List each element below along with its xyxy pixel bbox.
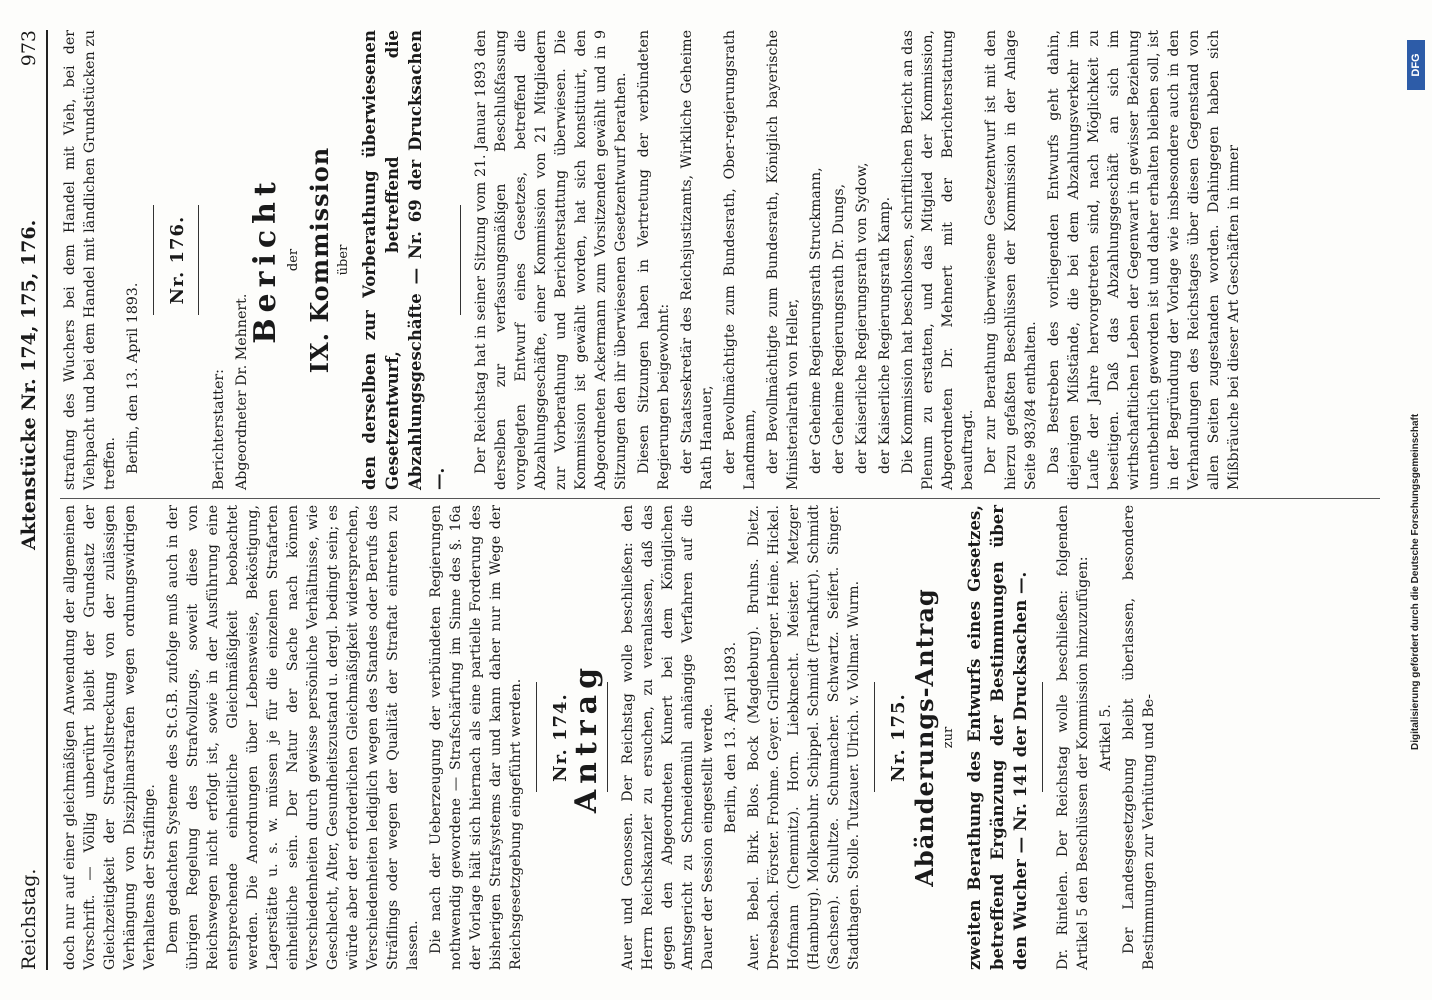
attendee: der Bevollmächtigte zum Bundesrath, Königlich bayerische Ministerialrath von Heller, (765, 30, 801, 490)
column-divider (60, 498, 1380, 499)
antrag-text: Auer und Genossen. Der Reichstag wolle beschließen: den Herrn Reichskanzler zu ersuchen, zu veranlassen, daß das gegen den Abgeordneten Kunert bei dem Königlichen Amtsgericht zu Schneidemühl anhängige Verfahren auf die Dauer der Session eingestellt werde. (620, 505, 716, 970)
running-header (18, 30, 44, 970)
paragraph: Diesen Sitzungen haben in Vertretung der verbündeten Regierungen beigewohnt: (636, 30, 672, 490)
left-column (60, 505, 1380, 970)
article-text: Der Landesgesetzgebung bleibt überlassen, besondere Bestimmungen zur Verhütung und Be- (1121, 505, 1157, 970)
article-heading: Artikel 5. (1098, 704, 1114, 771)
aenderung-mover: Dr. Rintelen. Der Reichstag wolle beschließen: folgenden Artikel 5 den Beschlüssen der Kommission hinzuzufügen: (1055, 505, 1091, 970)
paragraph: Das Bestreben des vorliegenden Entwurfs geht dahin, diejenigen Mißstände, die bei dem Abzahlungsverkehr im Laufe der Jahre hervorgetreten sind, nach Möglichkeit zu beseitigen. Daß das Abzahlungsgeschäft an sich im wirthschaftlichen Leben der Gegenwart in gewisser Beziehung unentbehrlich geworden ist und daher erhalten bleiben soll, ist in der Begründung der Vorlage wie insbesondere auch in den Verhandlungen des Reichstages über diesen Gegenstand von allen Seiten zugestanden worden. Dahingegen haben sich Mißbräuche bei dieser Art Geschäften in immer (1046, 30, 1242, 490)
bericht-ueber: über (336, 244, 351, 276)
reporter-name: Abgeordneter Dr. Mehnert. (234, 293, 250, 490)
section-rule (607, 683, 608, 793)
right-column (60, 30, 1380, 490)
paragraph: strafung des Wuchers bei dem Handel mit Vieh, bei der Viehpacht und bei dem Handel mit ländlichen Grundstücken zu treffen. (62, 30, 118, 490)
attendee: der Kaiserliche Regierungsrath Kamp. (877, 196, 893, 474)
paragraph: Der Reichstag hat in seiner Sitzung vom 21. Januar 1893 den derselben zur verfassungsmäßigen Beschlußfassung vorgelegten Entwurf eines Gesetzes, betreffend die Abzahlungsgeschäfte, einer Kommission von 21 Mitgliedern zur Vorberathung und Berichterstattung überwiesen. Die Kommission ist gewählt worden, hat sich konstituirt, den Abgeordneten Ackermann zum Vorsitzenden gewählt und in 9 Sitzungen den ihr überwiesenen Gesetzentwurf berathen. (473, 30, 629, 490)
page-number: 973 (18, 30, 40, 67)
document-number-176: Nr. 176. (167, 215, 188, 305)
antrag-heading: Antrag (569, 661, 604, 814)
attendee: der Staatssekretär des Reichsjustizamts, Wirkliche Geheime Rath Hanauer, (679, 30, 715, 490)
document-number-174: Nr. 174. (550, 693, 571, 782)
bericht-heading: Bericht (248, 176, 283, 344)
section-rule (460, 205, 461, 315)
bericht-der: der (286, 248, 301, 272)
attendee: der Bevollmächtigte zum Bundesrath, Ober-regierungsrath Landmann, (722, 30, 758, 490)
aenderung-zur: zur (941, 726, 956, 749)
header-center: Aktenstücke Nr. 174, 175, 176. (18, 219, 40, 550)
document-number-175: Nr. 175. (888, 693, 909, 782)
section-rule (874, 683, 875, 793)
paragraph: Die Kommission hat beschlossen, schriftlichen Bericht an das Plenum zu erstatten, und das Mitglied der Kommission, Abgeordneten Dr. Mehnert mit der Berichterstattung beauftragt. (900, 30, 976, 490)
paragraph: Die nach der Ueberzeugung der verbündeten Regierungen nothwendig gewordene — Strafschärfung im Sinne des §. 16a der Vorlage hält sich hiernach als eine partielle Forderung des bisherigen Strafsystems dar und kann daher nur im Wege der Reichsgesetzgebung eingeführt werden. (428, 505, 524, 970)
signatories: Auer. Bebel. Birk. Blos. Bock (Magdeburg). Bruhns. Dietz. Dreesbach. Förster. Frohme. Geyer. Grillenberger. Heine. Hickel. Hofmann (Chemnitz). Horn. Liebknecht. Meister. Metzger (Hamburg). Molkenbuhr. Schippel. Schmidt (Frankfurt). Schmidt (Sachsen). Schultze. Schumacher. Schwartz. Seifert. Singer. Stadthagen. Stolle. Tutzauer. Ulrich. v. Vollmar. Wurm. (746, 505, 862, 970)
aenderung-subject: zweiten Berathung des Entwurfs eines Gesetzes, betreffend Ergänzung der Bestimmungen über den Wucher — Nr. 141 der Drucksachen —. (965, 505, 1030, 970)
dfg-logo: DFG (1407, 40, 1425, 90)
section-rule (536, 683, 537, 793)
section-rule (153, 205, 154, 315)
attendee: der Geheime Regierungsrath Struckmann, (808, 167, 824, 474)
aenderungs-antrag-heading: Abänderungs-Antrag (910, 588, 939, 887)
attendee: der Kaiserliche Regierungsrath von Sydow, (854, 162, 870, 474)
antrag-date: Berlin, den 13. April 1893. (723, 641, 739, 834)
paragraph: doch nur auf einer gleichmäßigen Anwendung der allgemeinen Vorschrift. — Völlig unberührt bleibt der Grundsatz der Gleichzeitigkeit der Strafvollstreckung von der zulässigen Verhängung von Disziplinarstrafen wegen ordnungswidrigen Verhaltens der Sträflinge. (62, 505, 158, 970)
section-rule (1042, 683, 1043, 793)
header-left: Reichstag. (18, 868, 40, 970)
attendee: der Geheime Regierungsrath Dr. Dungs, (831, 183, 847, 474)
kommission-heading: IX. Kommission (305, 146, 334, 374)
section-rule (198, 205, 199, 315)
reporter-label: Berichterstatter: (211, 369, 227, 490)
paragraph: Der zur Berathung überwiesene Gesetzentwurf ist mit den hierzu gefaßten Beschlüssen der Kommission in der Anlage Seite 983/84 enthalten. (983, 30, 1039, 490)
paragraph: Dem gedachten Systeme des St.G.B. zufolge muß auch in der übrigen Regelung des Strafvollzugs, soweit diese von Reichswegen nicht erfolgt ist, sowie in der Ausführung eine entsprechende einheitliche Gleichmäßigkeit beobachtet werden. Die Anordnungen über Lebensweise, Beköstigung, Lagerstätte u. s. w. müssen je für die einzelnen Strafarten einheitliche sein. Der Natur der Sache nach können Verschiedenheiten durch gewisse persönliche Verhältnisse, wie Geschlecht, Alter, Gesundheitszustand u. dergl. bedingt sein; es würde aber der erforderlichen Gleichmäßigkeit widersprechen, Verschiedenheiten lediglich wegen des Standes oder Berufs des Sträflings oder wegen der Qualität der Straftat eintreten zu lassen. (165, 505, 421, 970)
header-rule (46, 30, 48, 970)
dfg-credit: Digitalisierung gefördert durch die Deutsche Forschungsgemeinschaft (1410, 413, 1421, 750)
dfg-sidebar (1404, 0, 1430, 1000)
date-line: Berlin, den 13. April 1893. (125, 282, 141, 474)
bericht-subject: den derselben zur Vorberathung überwiesenen Gesetzentwurf, betreffend die Abzahlungsgeschäfte — Nr. 69 der Drucksachen —. (360, 30, 448, 490)
